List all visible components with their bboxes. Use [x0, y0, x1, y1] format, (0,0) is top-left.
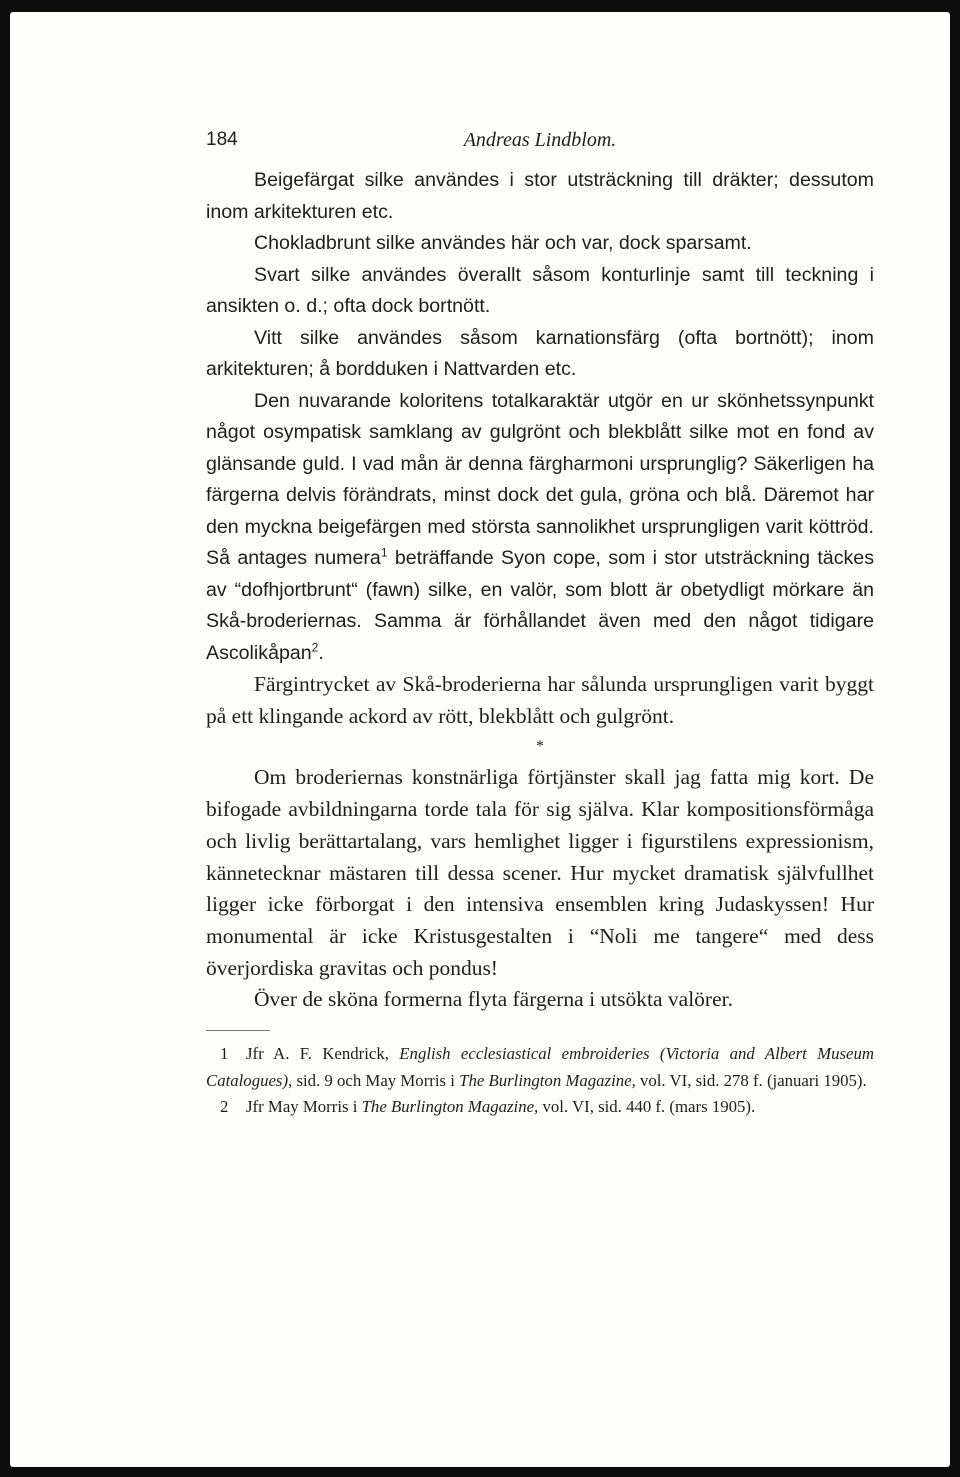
footnote-ref-2: 2: [311, 639, 319, 654]
footnote-1-text-c: , sid. 9 och May Morris i: [288, 1070, 460, 1090]
footnote-2-journal: The Burlington Magazine,: [361, 1097, 539, 1117]
footnote-1-title: English ecclesiastical embroideries (Victoria and Albert Museum Catalogues): [206, 1044, 874, 1090]
paragraph-coloring: [206, 386, 874, 670]
paragraph-artistic-merits: Om broderiernas konstnärliga förtjänster skall jag fatta mig kort. De bifogade avbildningarna torde tala för sig själva. Klar kompositionsförmåga och livlig berättartalang, vars hemlighet ligger i figurstilens expressionism, kännetecknar mästaren till dessa scener. Hur mycket dramatisk självfullhet ligger icke förborgat i den intensiva ensemblen kring Judaskyssen! Hur monumental är icke Kristusgestalten i “Noli me tangere“ med dess överjordiska gravitas och pondus!: [206, 765, 874, 980]
paragraph-color-impression: Färgintrycket av Skå-broderierna har sålunda ursprungligen varit byggt på ett klingande ackord av rött, blekblått och gulgrönt.: [206, 672, 874, 728]
paragraph-coloring-part2: beträffande Syon cope, som i stor utsträckning täckes av “dofhjortbrunt“ (fawn) silke, en valör, som blott är obetydligt mörkare än Skå-broderiernas. Samma är förhållandet även med den något tidigare Ascolikåpan: [206, 547, 874, 664]
page-number: 184: [206, 129, 238, 150]
book-page: [10, 12, 950, 1467]
footnote-1: [206, 1041, 874, 1094]
footnote-2: [206, 1094, 874, 1121]
footnote-1-journal: The Burlington Magazine,: [459, 1070, 636, 1090]
paragraph-black: Svart silke användes överallt såsom konturlinje samt till teckning i ansikten o. d.; ofta dock bortnött.: [206, 263, 874, 317]
paragraph-chocolate: Chokladbrunt silke användes här och var, dock sparsamt.: [254, 232, 752, 254]
paragraph-colors-forms: Över de sköna formerna flyta färgerna i utsökta valörer.: [254, 987, 733, 1012]
paragraph-coloring-part3: .: [318, 641, 324, 664]
paragraph-white: Vitt silke användes såsom karnationsfärg (ofta bortnött); inom arkitekturen; å bordduken i Nattvarden etc.: [206, 326, 874, 380]
footnote-1-text-e: vol. VI, sid. 278 f. (januari 1905).: [635, 1070, 867, 1090]
section-separator: *: [536, 738, 544, 756]
footnote-2-text-a: Jfr May Morris i: [246, 1097, 362, 1117]
footnote-2-number: 2: [220, 1097, 229, 1117]
paragraph-coloring-part1: Den nuvarande koloritens totalkaraktär utgör en ur skönhetssynpunkt något osympatisk samklang av gulgrönt och blekblått silke mot en fond av glänsande guld. I vad mån är denna färgharmoni ursprunglig? Säkerligen ha färgerna delvis förändrats, minst dock det gula, gröna och blå. Däremot har den myckna beigefärgen med största sannolikhet ursprungligen varit köttröd. Så antages numera: [206, 389, 874, 569]
footnote-1-number: 1: [220, 1044, 229, 1064]
paragraph-beige: Beigefärgat silke användes i stor utsträckning till dräkter; dessutom inom arkitekturen etc.: [206, 169, 874, 223]
running-title: Andreas Lindblom.: [463, 129, 617, 151]
page-body: [206, 165, 874, 1121]
footnote-ref-1: 1: [380, 545, 388, 560]
footnote-divider: [206, 1030, 270, 1031]
footnote-1-text-a: Jfr A. F. Kendrick,: [246, 1044, 400, 1064]
page-header: [206, 129, 874, 157]
footnote-2-text-c: vol. VI, sid. 440 f. (mars 1905).: [538, 1097, 756, 1117]
